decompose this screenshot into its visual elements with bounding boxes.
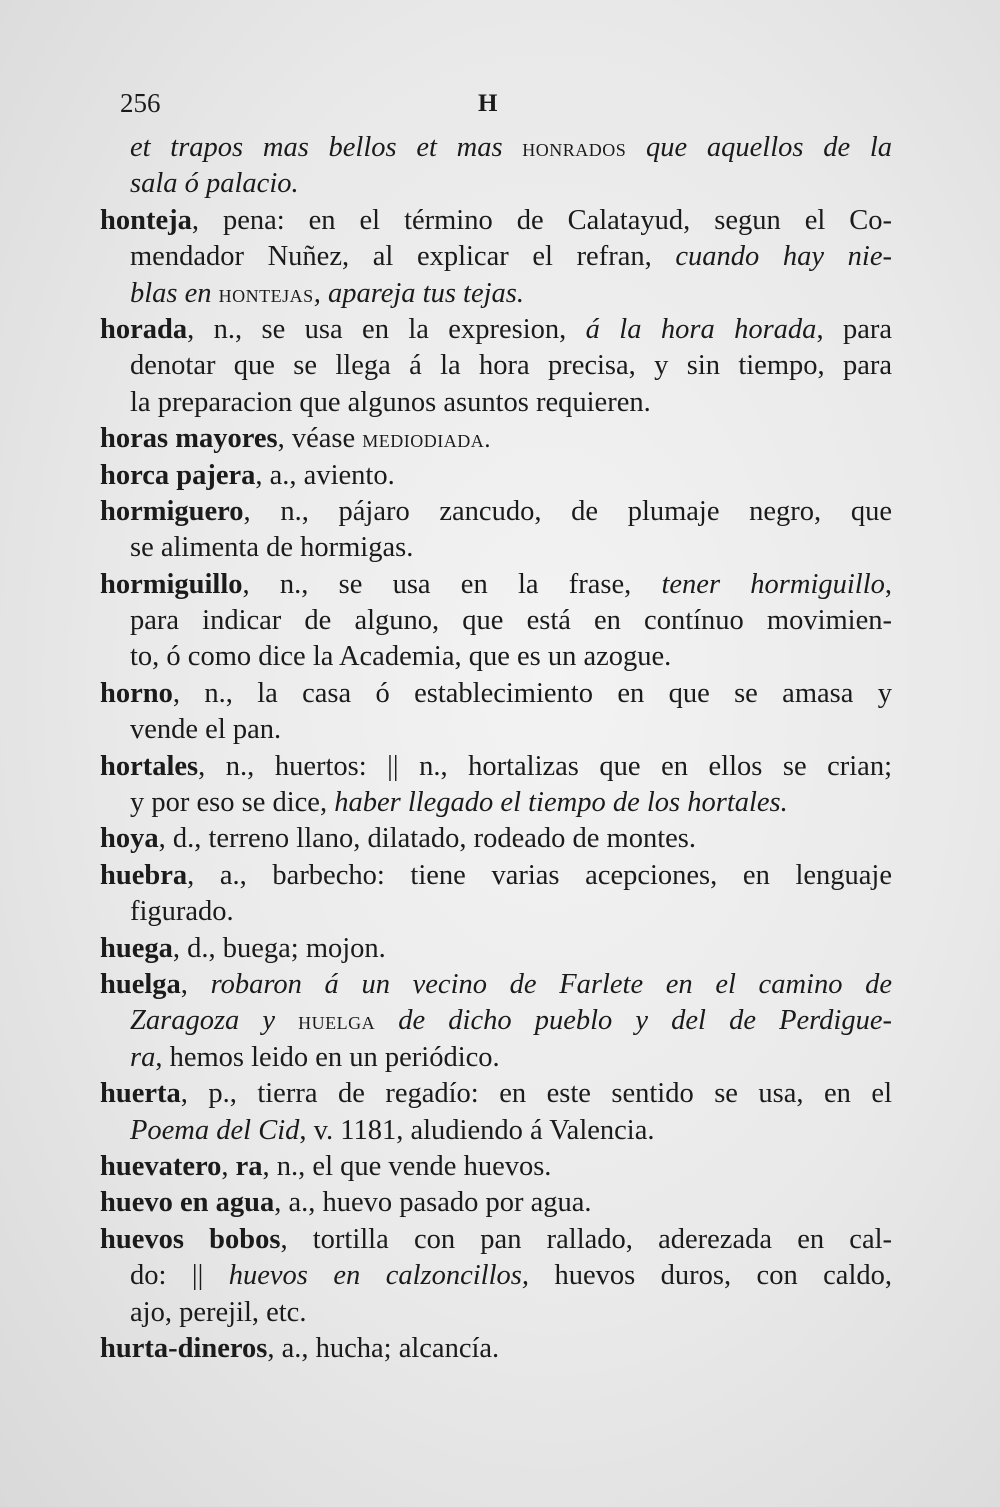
italic-text: robaron á un vecino de Farlete en el camino de	[210, 968, 892, 1000]
headword: horada	[100, 313, 188, 345]
body-text: , n., la casa ó establecimiento en que se amasa y	[172, 677, 892, 709]
text-line	[100, 603, 892, 639]
italic-text: tener hormiguillo	[661, 568, 885, 600]
page-header	[0, 88, 1000, 128]
text-line	[100, 639, 892, 675]
headword: huelga	[100, 968, 181, 1000]
body-text: , d., terreno llano, dilatado, rodeado de montes.	[158, 823, 696, 855]
text-line	[100, 385, 892, 421]
text-line	[100, 530, 892, 566]
italic-text: cuando hay nie-	[675, 241, 892, 273]
headword: huega	[100, 932, 173, 964]
body-text: , a., hucha; alcancía.	[267, 1332, 500, 1364]
body-text: , v. 1181, aludiendo á Valencia.	[299, 1114, 655, 1146]
body-text: , pena: en el término de Calatayud, segun el Co-	[191, 204, 892, 236]
italic-text: Poema del Cid	[130, 1114, 300, 1146]
text-line	[100, 421, 892, 457]
headword: hoya	[100, 823, 159, 855]
text-line	[100, 458, 892, 494]
text-line	[100, 712, 892, 748]
italic-text: , apareja tus tejas.	[313, 277, 525, 309]
body-text: y por eso se dice,	[130, 787, 335, 819]
body-text: , n., huertos: || n., hortalizas que en ellos se crian;	[198, 750, 892, 782]
body-text: ,	[180, 968, 211, 1000]
dictionary-entries	[100, 130, 892, 1367]
headword: huevo en agua	[100, 1187, 275, 1219]
body-text: ,	[221, 1150, 236, 1182]
italic-text: Zaragoza y	[130, 1005, 299, 1037]
body-text: figurado.	[130, 896, 234, 928]
text-line	[100, 858, 892, 894]
italic-text: ra	[130, 1041, 156, 1073]
body-text: do: ||	[130, 1260, 229, 1292]
text-line	[100, 1331, 892, 1367]
italic-text: á la hora horada	[585, 313, 817, 345]
body-text: , a., huevo pasado por agua.	[274, 1187, 592, 1219]
text-line	[100, 821, 892, 857]
text-line	[100, 1076, 892, 1112]
body-text: , n., se usa en la expresion,	[187, 313, 586, 345]
body-text: , hemos leido en un periódico.	[155, 1041, 500, 1073]
headword: hortales	[100, 750, 199, 782]
body-text: to, ó como dice la Academia, que es un azogue.	[130, 641, 672, 673]
small-caps-text: hontejas	[218, 280, 314, 308]
body-text: , n., pájaro zancudo, de plumaje negro, que	[243, 495, 892, 527]
headword: horno	[100, 677, 173, 709]
italic-text: et trapos mas bellos et mas	[130, 132, 523, 163]
text-line	[100, 1258, 892, 1294]
text-line	[100, 1040, 892, 1076]
body-text: se alimenta de hormigas.	[130, 532, 414, 564]
headword: huevatero	[100, 1150, 222, 1182]
text-line	[100, 894, 892, 930]
headword: huebra	[100, 859, 188, 891]
text-line	[100, 1113, 892, 1149]
body-text: vende el pan.	[130, 714, 282, 746]
text-line	[100, 239, 892, 275]
text-line	[100, 1149, 892, 1185]
section-letter: H	[478, 90, 498, 117]
body-text: , véase	[277, 423, 363, 455]
body-text: denotar que se llega á la hora precisa, y sin tiempo, para	[130, 350, 892, 382]
headword: hormiguillo	[100, 568, 243, 600]
small-caps-text: mediodiada.	[362, 426, 492, 454]
body-text: , tortilla con pan rallado, aderezada en cal-	[280, 1223, 892, 1255]
small-caps-text: honrados	[522, 135, 627, 162]
text-line	[100, 676, 892, 712]
body-text: , para	[816, 313, 892, 345]
text-line	[100, 276, 892, 312]
text-line	[100, 203, 892, 239]
body-text: la preparacion que algunos asuntos requieren.	[130, 386, 651, 418]
text-line	[100, 166, 892, 202]
headword: horas mayores	[100, 423, 278, 455]
text-line	[100, 931, 892, 967]
text-line	[100, 1185, 892, 1221]
headword: hurta-dineros	[100, 1332, 268, 1364]
headword: honteja	[100, 204, 192, 236]
body-text: , a., barbecho: tiene varias acepciones, en lenguaje	[187, 859, 892, 891]
italic-text: de dicho pueblo y del de Perdigue-	[375, 1005, 892, 1037]
text-line	[100, 785, 892, 821]
italic-text: haber llegado el tiempo de los hortales.	[334, 787, 788, 819]
text-line	[100, 130, 892, 166]
text-line	[100, 348, 892, 384]
body-text: , d., buega; mojon.	[172, 932, 386, 964]
text-line	[100, 567, 892, 603]
text-line	[100, 1295, 892, 1331]
text-line	[100, 312, 892, 348]
headword: hormiguero	[100, 495, 244, 527]
body-text: ajo, perejil, etc.	[130, 1296, 307, 1328]
text-line	[100, 967, 892, 1003]
italic-text: que aquellos de la	[626, 132, 892, 163]
text-line	[100, 1003, 892, 1039]
headword: huerta	[100, 1078, 181, 1110]
body-text: , n., el que vende huevos.	[262, 1150, 552, 1182]
italic-text: sala ó palacio.	[130, 168, 299, 200]
headword: huevos bobos	[100, 1223, 281, 1255]
body-text: mendador Nuñez, al explicar el refran,	[130, 241, 676, 273]
text-line	[100, 494, 892, 530]
text-line	[100, 749, 892, 785]
body-text: , p., tierra de regadío: en este sentido se usa, en el	[180, 1078, 892, 1110]
italic-text: blas en	[130, 277, 219, 309]
italic-text: huevos en calzoncillos,	[228, 1260, 529, 1292]
body-text: huevos duros, con caldo,	[528, 1260, 892, 1292]
body-text: para indicar de alguno, que está en contínuo movimien-	[130, 605, 892, 637]
headword: horca pajera	[100, 459, 256, 491]
body-text: , n., se usa en la frase,	[242, 568, 662, 600]
small-caps-text: huelga	[298, 1008, 376, 1036]
text-line	[100, 1222, 892, 1258]
headword: ra	[235, 1150, 263, 1182]
body-text: , a., aviento.	[255, 459, 395, 491]
body-text: ,	[884, 568, 892, 600]
page-number: 256	[120, 88, 161, 118]
